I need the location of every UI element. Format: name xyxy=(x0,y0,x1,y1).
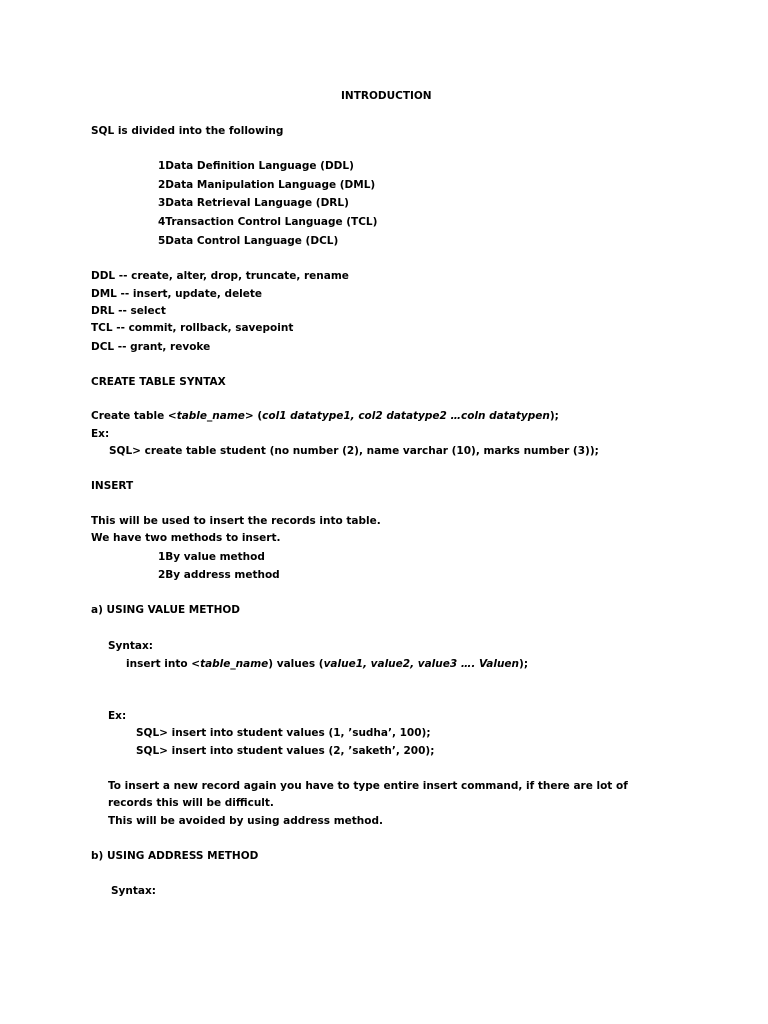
value-method-note: This will be avoided by using address method. xyxy=(108,815,383,827)
list-item: DML -- insert, update, delete xyxy=(91,288,263,300)
syntax-prefix: Create table < xyxy=(91,410,177,422)
example-label: Ex: xyxy=(91,428,110,440)
insert-syntax xyxy=(126,657,528,671)
create-table-syntax xyxy=(91,409,559,423)
syntax-label: Syntax: xyxy=(108,640,153,652)
insert-example: SQL> insert into student values (2, ’saketh’, 200); xyxy=(136,745,435,757)
list-item: 2By address method xyxy=(158,569,280,581)
list-item: 1By value method xyxy=(158,551,265,563)
example-label: Ex: xyxy=(108,710,127,722)
insert-description: We have two methods to insert. xyxy=(91,532,281,544)
value-method-note: To insert a new record again you have to type entire insert command, if there are lot of xyxy=(108,780,628,792)
list-item: DCL -- grant, revoke xyxy=(91,341,211,353)
value-method-note: records this will be difficult. xyxy=(108,797,274,809)
insert-heading: INSERT xyxy=(91,480,134,492)
list-item: 4Transaction Control Language (TCL) xyxy=(158,216,378,228)
value-method-heading: a) USING VALUE METHOD xyxy=(91,604,241,616)
list-item: 1Data Definition Language (DDL) xyxy=(158,160,354,172)
syntax-label: Syntax: xyxy=(111,885,156,897)
syntax-table-name: table_name xyxy=(176,410,245,422)
page-title: INTRODUCTION xyxy=(341,90,432,102)
list-item: DDL -- create, alter, drop, truncate, rename xyxy=(91,270,349,282)
syntax-end: ); xyxy=(519,658,529,670)
list-item: 2Data Manipulation Language (DML) xyxy=(158,179,376,191)
insert-example: SQL> insert into student values (1, ’sudha’, 100); xyxy=(136,727,431,739)
intro-text: SQL is divided into the following xyxy=(91,125,284,137)
syntax-table-name: table_name xyxy=(200,658,269,670)
syntax-columns: col1 datatype1, col2 datatype2 …coln datatypen xyxy=(262,410,550,422)
create-table-heading: CREATE TABLE SYNTAX xyxy=(91,376,226,388)
address-method-heading: b) USING ADDRESS METHOD xyxy=(91,850,259,862)
syntax-mid: > ( xyxy=(244,410,263,422)
list-item: 5Data Control Language (DCL) xyxy=(158,235,339,247)
list-item: 3Data Retrieval Language (DRL) xyxy=(158,197,349,209)
syntax-values: value1, value2, value3 …. Valuen xyxy=(323,658,520,670)
syntax-prefix: insert into < xyxy=(126,658,201,670)
create-table-example: SQL> create table student (no number (2), name varchar (10), marks number (3)); xyxy=(109,445,599,457)
insert-description: This will be used to insert the records into table. xyxy=(91,515,381,527)
syntax-end: ); xyxy=(549,410,559,422)
syntax-mid: ) values ( xyxy=(268,658,324,670)
list-item: TCL -- commit, rollback, savepoint xyxy=(91,322,294,334)
list-item: DRL -- select xyxy=(91,305,166,317)
